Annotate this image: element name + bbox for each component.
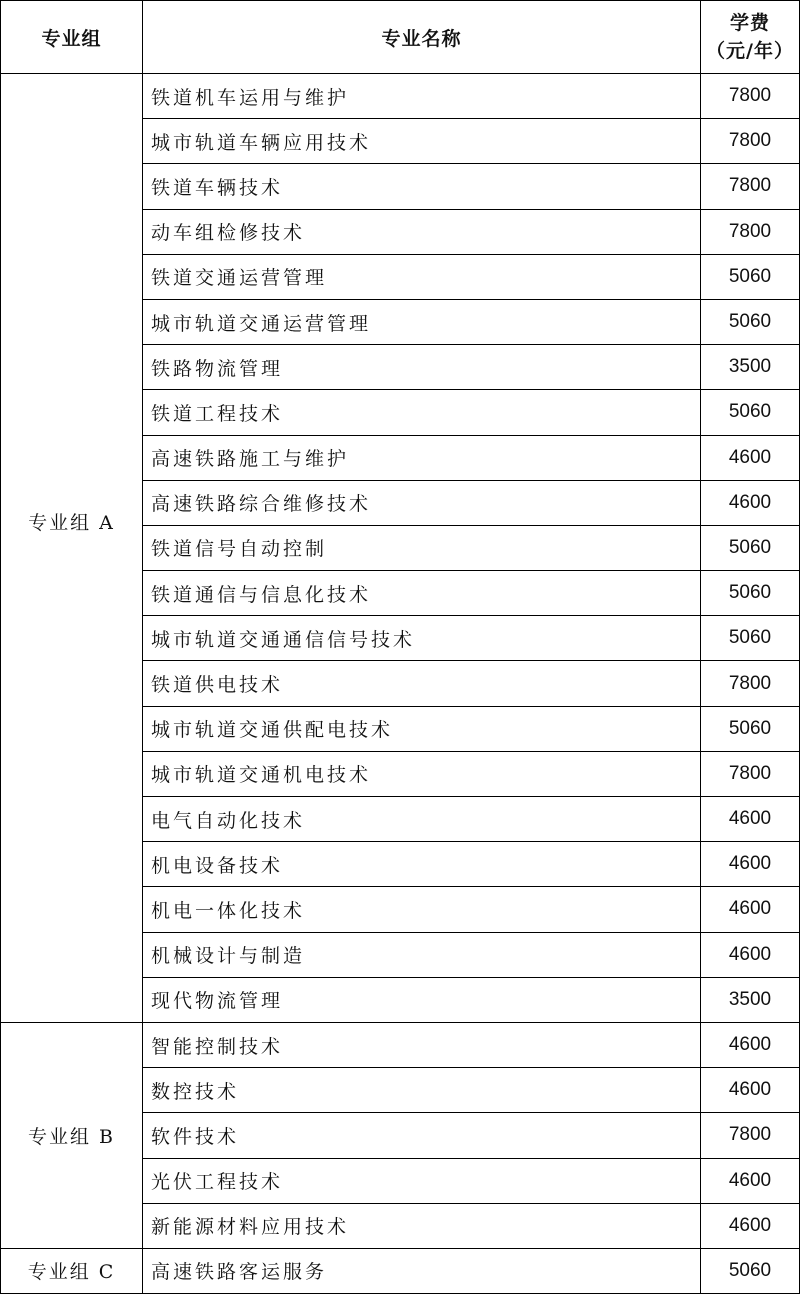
major-name-cell: 铁道信号自动控制: [143, 525, 701, 570]
major-name-cell: 机电设备技术: [143, 842, 701, 887]
major-name-cell: 现代物流管理: [143, 977, 701, 1022]
tuition-fee-cell: 5060: [701, 616, 800, 661]
major-name-cell: 数控技术: [143, 1068, 701, 1113]
group-label-cell: 专业组 B: [1, 1022, 143, 1248]
group-label-cell: 专业组 C: [1, 1248, 143, 1293]
table-body: [1, 74, 800, 1294]
tuition-fee-cell: 4600: [701, 887, 800, 932]
table-row: [1, 1248, 800, 1293]
major-name-cell: 城市轨道交通机电技术: [143, 751, 701, 796]
tuition-fee-cell: 5060: [701, 706, 800, 751]
column-header-fee: [701, 1, 800, 74]
major-name-cell: 铁道通信与信息化技术: [143, 571, 701, 616]
major-name-cell: 城市轨道交通供配电技术: [143, 706, 701, 751]
major-name-cell: 铁道工程技术: [143, 390, 701, 435]
major-name-cell: 铁道交通运营管理: [143, 254, 701, 299]
major-name-cell: 光伏工程技术: [143, 1158, 701, 1203]
major-name-cell: 城市轨道车辆应用技术: [143, 119, 701, 164]
tuition-fee-cell: 3500: [701, 977, 800, 1022]
tuition-fee-cell: 4600: [701, 1203, 800, 1248]
major-name-cell: 铁路物流管理: [143, 345, 701, 390]
column-header-group: 专业组: [1, 1, 143, 74]
tuition-fee-cell: 7800: [701, 1113, 800, 1158]
tuition-fee-cell: 4600: [701, 480, 800, 525]
major-name-cell: 新能源材料应用技术: [143, 1203, 701, 1248]
major-name-cell: 机械设计与制造: [143, 932, 701, 977]
tuition-fee-cell: 5060: [701, 390, 800, 435]
major-name-cell: 铁道机车运用与维护: [143, 74, 701, 119]
major-name-cell: 城市轨道交通通信信号技术: [143, 616, 701, 661]
table-row: [1, 74, 800, 119]
tuition-fee-cell: 4600: [701, 1068, 800, 1113]
table-header: [1, 1, 800, 74]
major-name-cell: 城市轨道交通运营管理: [143, 299, 701, 344]
tuition-fee-cell: 5060: [701, 1248, 800, 1293]
tuition-fee-cell: 7800: [701, 661, 800, 706]
tuition-fee-cell: 4600: [701, 1158, 800, 1203]
tuition-fee-cell: 4600: [701, 435, 800, 480]
major-name-cell: 铁道车辆技术: [143, 164, 701, 209]
tuition-fee-cell: 3500: [701, 345, 800, 390]
tuition-fee-cell: 7800: [701, 119, 800, 164]
major-name-cell: 机电一体化技术: [143, 887, 701, 932]
major-name-cell: 智能控制技术: [143, 1022, 701, 1067]
tuition-fee-cell: 5060: [701, 299, 800, 344]
tuition-fee-cell: 7800: [701, 74, 800, 119]
tuition-fee-cell: 7800: [701, 209, 800, 254]
column-header-name: 专业名称: [143, 1, 701, 74]
major-name-cell: 高速铁路综合维修技术: [143, 480, 701, 525]
tuition-fee-cell: 4600: [701, 797, 800, 842]
major-name-cell: 铁道供电技术: [143, 661, 701, 706]
column-header-fee-unit: （元/年）: [706, 40, 794, 62]
major-name-cell: 动车组检修技术: [143, 209, 701, 254]
tuition-fee-cell: 7800: [701, 751, 800, 796]
major-name-cell: 高速铁路施工与维护: [143, 435, 701, 480]
tuition-fee-cell: 7800: [701, 164, 800, 209]
tuition-fee-cell: 4600: [701, 842, 800, 887]
tuition-fee-cell: 5060: [701, 254, 800, 299]
major-name-cell: 电气自动化技术: [143, 797, 701, 842]
column-header-fee-title: 学费: [729, 12, 770, 34]
tuition-fee-cell: 5060: [701, 525, 800, 570]
header-row: [1, 1, 800, 74]
tuition-fee-cell: 4600: [701, 932, 800, 977]
tuition-fee-cell: 4600: [701, 1022, 800, 1067]
table-row: [1, 1022, 800, 1067]
tuition-fee-cell: 5060: [701, 571, 800, 616]
major-name-cell: 软件技术: [143, 1113, 701, 1158]
group-label-cell: 专业组 A: [1, 74, 143, 1023]
major-name-cell: 高速铁路客运服务: [143, 1248, 701, 1293]
